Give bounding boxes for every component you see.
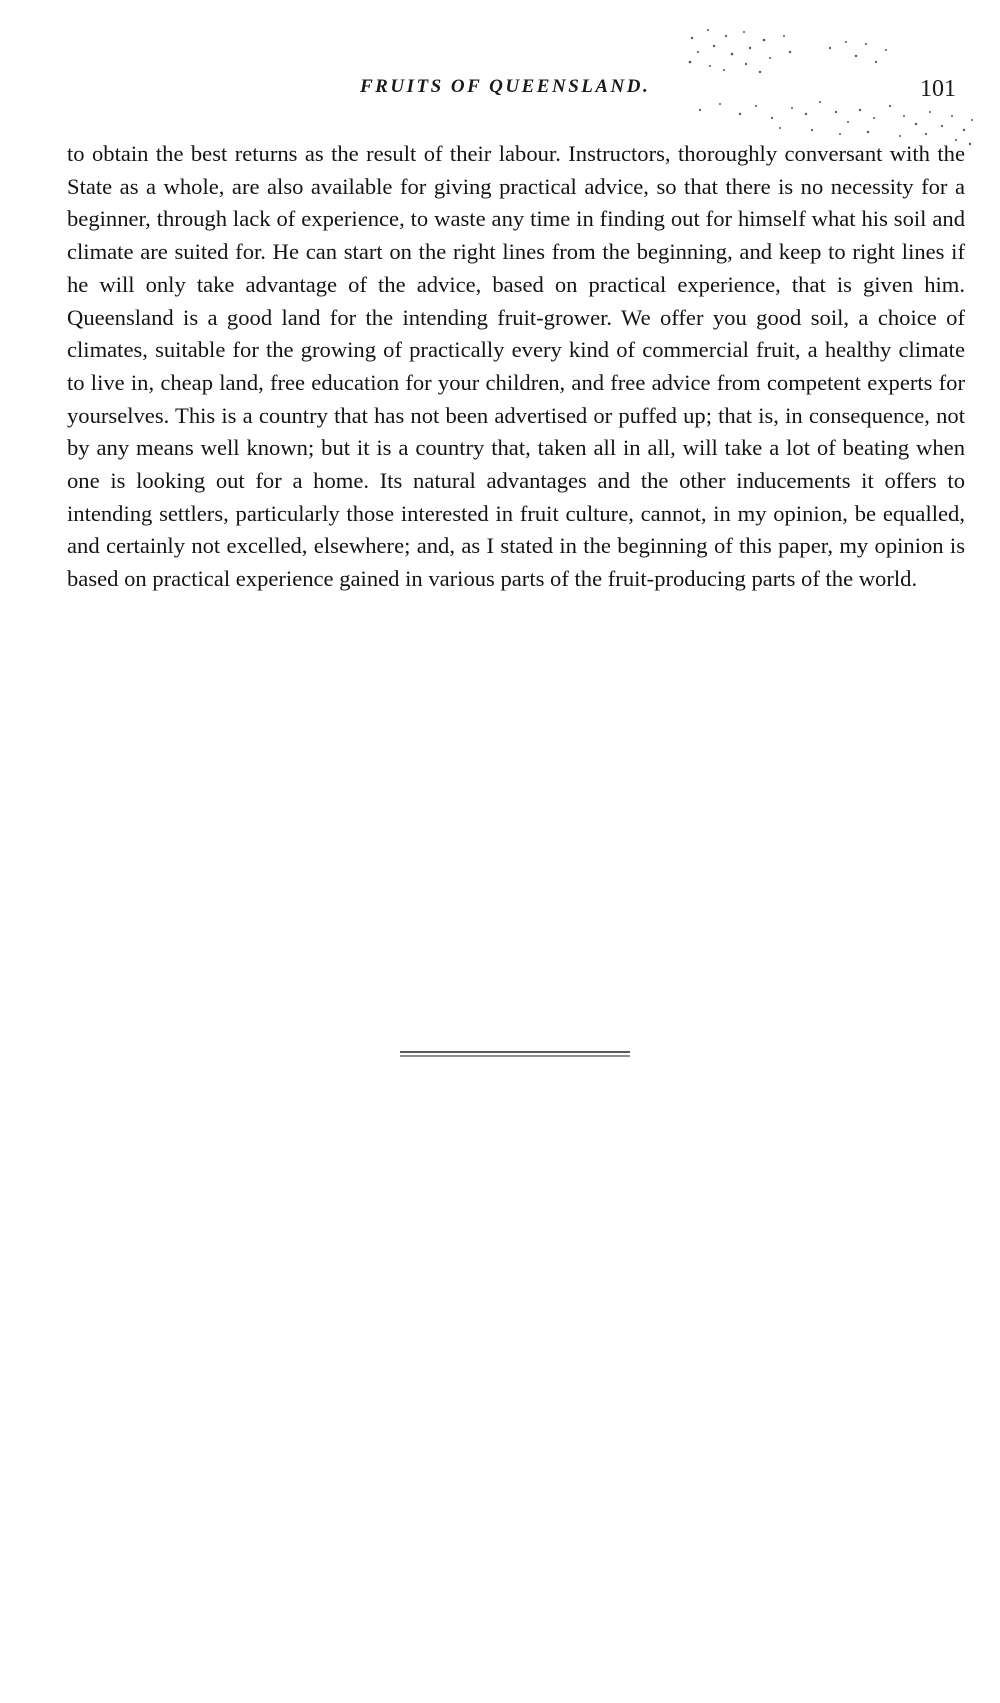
print-speckle-marks [680, 18, 980, 148]
end-rule [400, 1050, 630, 1058]
body-paragraph: to obtain the best returns as the result of their labour. Instructors, thoroughly conversant with the State as a whole, are also available for giving practical advice, so that there is no necessity for a beginner, through lack of experience, to waste any time in finding out for himself what his soil and climate are suited for. He can start on the right lines from the beginning, and keep to right lines if he will only take advantage of the advice, based on practical experience, that is given him. Queensland is a good land for the intending fruit-grower. We offer you good soil, a choice of climates, suitable for the growing of practically every kind of commercial fruit, a healthy climate to live in, cheap land, free education for your children, and free advice from competent experts for yourselves. This is a country that has not been advertised or puffed up; that is, in consequence, not by any means well known; but it is a country that, taken all in all, will take a lot of beating when one is looking out for a home. Its natural advantages and the other inducements it offers to intending settlers, particularly those interested in fruit culture, cannot, in my opinion, be equalled, and certainly not excelled, elsewhere; and, as I stated in the beginning of this paper, my opinion is based on practical experience gained in various parts of the fruit-producing parts of the world. [67, 141, 965, 592]
page-number: 101 [920, 76, 956, 102]
running-title: FRUITS OF QUEENSLAND. [360, 76, 651, 97]
